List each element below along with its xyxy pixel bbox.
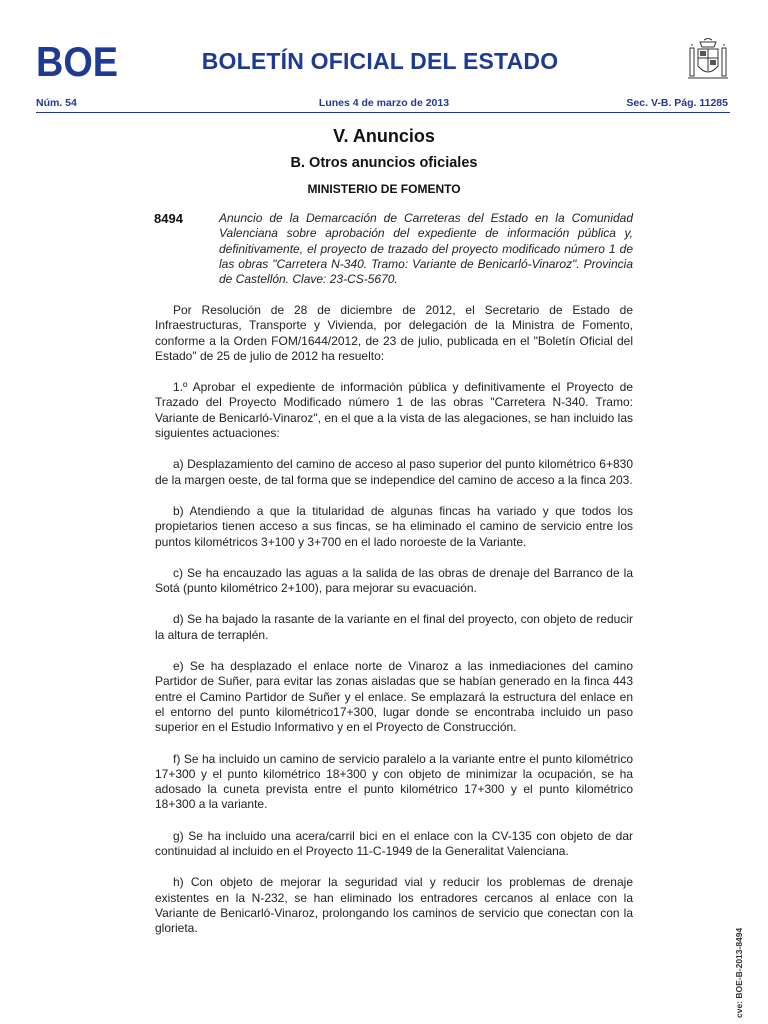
section-subtitle: B. Otros anuncios oficiales (290, 155, 478, 171)
announcement-title: Anuncio de la Demarcación de Carreteras del Estado en la Comunidad Valenciana sobre aprobación del expediente de información pública y, definitivamente, el proyecto de trazado del proyecto modificado número 1 de las obras "Carretera N-340. Tramo: Variante de Benicarló-Vinaroz". Provincia de Castellón. Clave: 23-CS-5670. (219, 211, 633, 287)
verification-code: cve: BOE-B-2013-8494 (734, 927, 744, 1018)
paragraph-approval: 1.º Aprobar el expediente de información pública y definitivamente el Proyecto de Trazado del Proyecto Modificado número 1 de las obras "Carretera N-340. Tramo: Variante de Benicarló-Vinaroz", en el que a la vista de las alegaciones, se han incluido las siguientes actuaciones: (155, 380, 633, 441)
section-title: V. Anuncios (333, 126, 435, 146)
bulletin-title: BOLETÍN OFICIAL DEL ESTADO (201, 48, 559, 74)
paragraph-item-e: e) Se ha desplazado el enlace norte de Vinaroz a las inmediaciones del camino Partidor de Suñer, para evitar las zonas aisladas que se habían generado en la finca 443 entre el Camino Partidor de Suñer y el enlace. Se emplazará la estructura del enlace en el entorno del punto kilométrico17+300, lugar donde se encontraba incluido un paso superior en el Estudio Informativo y en el Proyecto de Construcción. (155, 659, 633, 735)
paragraph-item-b: b) Atendiendo a que la titularidad de algunas fincas ha variado y que todos los propietarios tienen acceso a sus fincas, se ha eliminado el camino de servicio entre los puntos kilométricos 3+100 y 3+700 en el lado noroeste de la Variante. (155, 503, 633, 549)
paragraph-item-g: g) Se ha incluido una acera/carril bici en el enlace con la CV-135 con objeto de dar continuidad al incluido en el Proyecto 11-C-1949 de la Generalitat Valenciana. (155, 828, 633, 859)
paragraph-item-a: a) Desplazamiento del camino de acceso al paso superior del punto kilométrico 6+830 de la margen oeste, de tal forma que se independice del camino de acceso a la finca 203. (155, 457, 633, 487)
announcement-body (155, 303, 633, 953)
issue-number: Núm. 54 (36, 97, 77, 109)
paragraph-resolution: Por Resolución de 28 de diciembre de 2012, el Secretario de Estado de Infraestructuras, Transporte y Vivienda, por delegación de la Ministra de Fomento, conforme a la Orden FOM/1644/2012, de 23 de julio, publicada en el "Boletín Oficial del Estado" de 25 de julio de 2012 ha resuelto: (155, 303, 633, 363)
paragraph-item-d: d) Se ha bajado la rasante de la variante en el final del proyecto, con objeto de reducir la altura de terraplén. (155, 612, 633, 642)
paragraph-item-h: h) Con objeto de mejorar la seguridad vial y reducir los problemas de drenaje existentes en la N-232, se han eliminado los entradores cercanos al enlace con la Variante de Benicarló-Vinaroz, prolongando los caminos de servicio que conectan con la glorieta. (155, 875, 633, 936)
announcement-number: 8494 (154, 211, 183, 226)
boe-logo (36, 42, 118, 80)
ministry-heading: MINISTERIO DE FOMENTO (307, 182, 461, 196)
paragraph-item-c: c) Se ha encauzado las aguas a la salida de las obras de drenaje del Barranco de la Sotá (punto kilométrico 2+100), para mejorar su evacuación. (155, 565, 633, 596)
paragraph-item-f: f) Se ha incluido un camino de servicio paralelo a la variante entre el punto kilométrico 17+300 y el punto kilométrico 18+300 y con objeto de minimizar la ocupación, se ha adosado la cuneta prevista entre el punto kilométrico 17+300 y el punto kilométrico 18+300 a la variante. (155, 751, 633, 812)
section-page: Sec. V-B. Pág. 11285 (626, 97, 728, 109)
header-divider (36, 112, 730, 113)
issue-date: Lunes 4 de marzo de 2013 (318, 97, 450, 109)
coat-of-arms-icon (686, 38, 730, 84)
boe-logo-text: BOE (36, 42, 118, 80)
